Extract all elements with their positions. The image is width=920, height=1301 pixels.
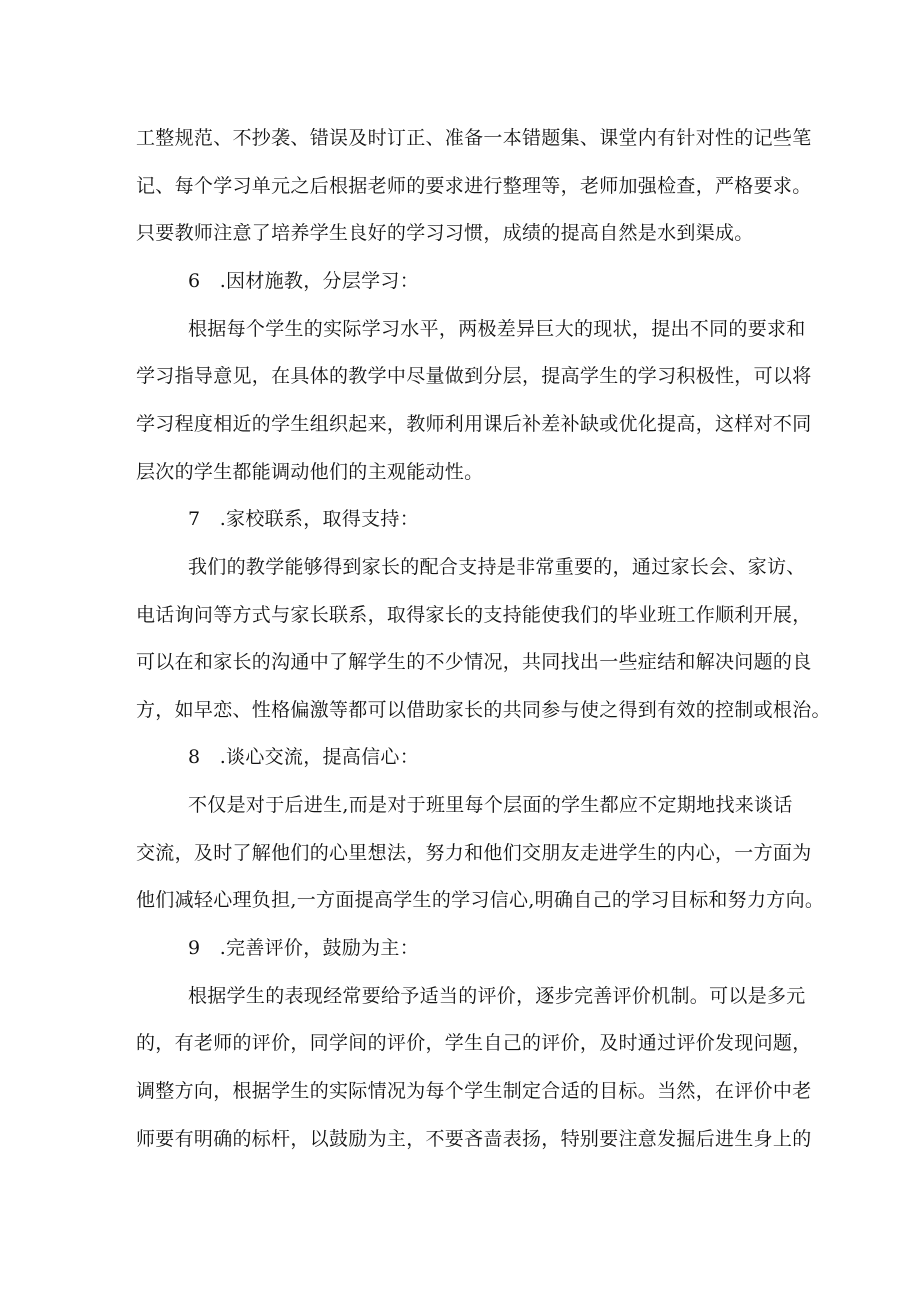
paragraph-line: 方，如早恋、性格偏激等都可以借助家长的共同参与使之得到有效的控制或根治。 bbox=[136, 699, 831, 721]
paragraph-line: 只要教师注意了培养学生良好的学习习惯，成绩的提高自然是水到渠成。 bbox=[136, 222, 754, 244]
paragraph-line: 记、每个学习单元之后根据老师的要求进行整理等，老师加强检查，严格要求。 bbox=[136, 175, 812, 197]
paragraph-line: 学习指导意见，在具体的教学中尽量做到分层，提高学生的学习积极性，可以将 bbox=[136, 365, 812, 387]
paragraph-line: 我们的教学能够得到家长的配合支持是非常重要的，通过家长会、家访、 bbox=[188, 556, 806, 578]
paragraph-line: 他们减轻心理负担,一方面提高学生的学习信心,明确自己的学习目标和努力方向。 bbox=[136, 889, 825, 911]
paragraph-line: 根据学生的表现经常要给予适当的评价，逐步完善评价机制。可以是多元 bbox=[188, 985, 806, 1007]
paragraph-line: 调整方向，根据学生的实际情况为每个学生制定合适的目标。当然，在评价中老 bbox=[136, 1080, 812, 1102]
section-heading-8: 8 .谈心交流，提高信心： bbox=[188, 746, 420, 768]
paragraph-line: 的，有老师的评价，同学间的评价，学生自己的评价，及时通过评价发现问题， bbox=[136, 1032, 812, 1054]
paragraph-line: 层次的学生都能调动他们的主观能动性。 bbox=[136, 461, 484, 483]
section-heading-7: 7 .家校联系，取得支持： bbox=[188, 508, 420, 530]
paragraph-line: 不仅是对于后进生,而是对于班里每个层面的学生都应不定期地找来谈话 bbox=[188, 794, 793, 816]
paragraph-line: 根据每个学生的实际学习水平，两极差异巨大的现状，提出不同的要求和 bbox=[188, 318, 806, 340]
paragraph-line: 电话询问等方式与家长联系，取得家长的支持能使我们的毕业班工作顺利开展， bbox=[136, 604, 812, 626]
paragraph-line: 师要有明确的标杆，以鼓励为主，不要吝啬表扬，特别要注意发掘后进生身上的 bbox=[136, 1128, 812, 1150]
paragraph-line: 学习程度相近的学生组织起来，教师利用课后补差补缺或优化提高，这样对不同 bbox=[136, 413, 812, 435]
paragraph-line: 交流，及时了解他们的心里想法，努力和他们交朋友走进学生的内心，一方面为 bbox=[136, 842, 812, 864]
paragraph-line: 可以在和家长的沟通中了解学生的不少情况，共同找出一些症结和解决问题的良 bbox=[136, 651, 812, 673]
paragraph-line: 工整规范、不抄袭、错误及时订正、准备一本错题集、课堂内有针对性的记些笔 bbox=[136, 127, 812, 149]
section-heading-6: 6 .因材施教，分层学习： bbox=[188, 270, 420, 292]
section-heading-9: 9 .完善评价，鼓励为主： bbox=[188, 937, 420, 959]
